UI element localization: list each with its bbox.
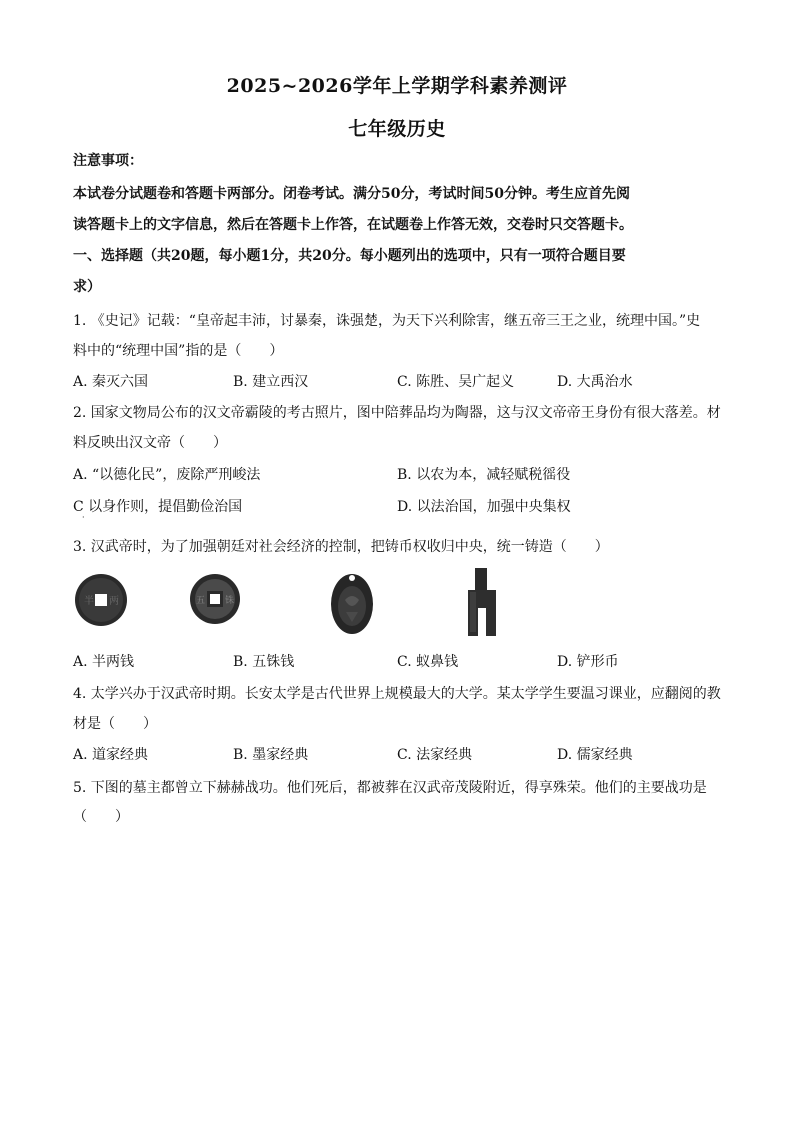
svg-text:铢: 铢 [225, 596, 235, 606]
spade-coin-image [462, 566, 502, 638]
question-2-option-d: D. 以法治国，加强中央集权 [397, 499, 571, 515]
question-5-stem-line-1: 5. 下图的墓主都曾立下赫赫战功。他们死后，都被葬在汉武帝茂陵附近，得享殊荣。他们的主要战功是 [73, 780, 707, 796]
question-2-option-a: A. “以德化民”，废除严刑峻法 [73, 467, 261, 483]
question-3-stem: 3. 汉武帝时，为了加强朝廷对社会经济的控制，把铸币权收归中央，统一铸造（ ） [73, 539, 609, 555]
notice-heading: 注意事项： [73, 153, 143, 169]
banliang-coin-image [73, 572, 129, 628]
question-1-option-d: D. 大禹治水 [557, 374, 633, 390]
question-3-option-b: B. 五铢钱 [233, 654, 295, 670]
question-4-option-c: C. 法家经典 [397, 747, 473, 763]
question-1-option-a: A. 秦灭六国 [73, 374, 149, 390]
question-4-stem-line-1: 4. 太学兴办于汉武帝时期。长安太学是古代世界上规模最大的大学。某太学学生要温习课业，应翻阅的教 [73, 686, 721, 702]
question-1-option-c: C. 陈胜、吴广起义 [397, 374, 515, 390]
svg-text:五: 五 [196, 596, 206, 606]
svg-text:两: 两 [109, 596, 119, 607]
question-4-stem-line-2: 材是（ ） [73, 716, 157, 732]
question-2-option-b: B. 以农为本，减轻赋税徭役 [397, 467, 571, 483]
question-3-option-a: A. 半两钱 [73, 654, 135, 670]
question-2-stem-line-2: 料反映出汉文帝（ ） [73, 435, 227, 451]
notice-line-1: 本试卷分试题卷和答题卡两部分。闭卷考试。满分50分，考试时间50分钟。考生应首先阅 [73, 186, 630, 202]
question-3-option-d: D. 铲形币 [557, 654, 619, 670]
yibi-coin-image [328, 568, 376, 636]
section-heading-line-1: 一、选择题（共20题，每小题1分，共20分。每小题列出的选项中，只有一项符合题目要 [73, 248, 626, 264]
question-1-stem-line-1: 1. 《史记》记载：“皇帝起丰沛，讨暴秦，诛强楚，为天下兴利除害，继五帝三王之业，统理中国。”史 [73, 313, 701, 329]
question-1-option-b: B. 建立西汉 [233, 374, 309, 390]
question-1-stem-line-2: 料中的“统理中国”指的是（ ） [73, 343, 284, 359]
notice-line-2: 读答题卡上的文字信息，然后在答题卡上作答，在试题卷上作答无效，交卷时只交答题卡。 [73, 217, 633, 233]
question-2-stem-line-1: 2. 国家文物局公布的汉文帝霸陵的考古照片，图中陪葬品均为陶器，这与汉文帝帝王身份有很大落差。材 [73, 405, 721, 421]
stray-dot-mark: · [82, 513, 85, 522]
wuzhu-coin-image [188, 572, 242, 626]
exam-subtitle: 七年级历史 [348, 118, 446, 140]
question-4-option-a: A. 道家经典 [73, 747, 149, 763]
question-3-option-c: C. 蚁鼻钱 [397, 654, 459, 670]
exam-title: 2025~2026学年上学期学科素养测评 [226, 75, 568, 97]
question-4-option-b: B. 墨家经典 [233, 747, 309, 763]
section-heading-line-2: 求） [73, 279, 101, 295]
svg-text:半: 半 [84, 596, 94, 607]
question-5-stem-line-2: （ ） [73, 809, 129, 825]
question-2-option-c: C 以身作则，提倡勤俭治国 [73, 499, 243, 515]
question-4-option-d: D. 儒家经典 [557, 747, 633, 763]
